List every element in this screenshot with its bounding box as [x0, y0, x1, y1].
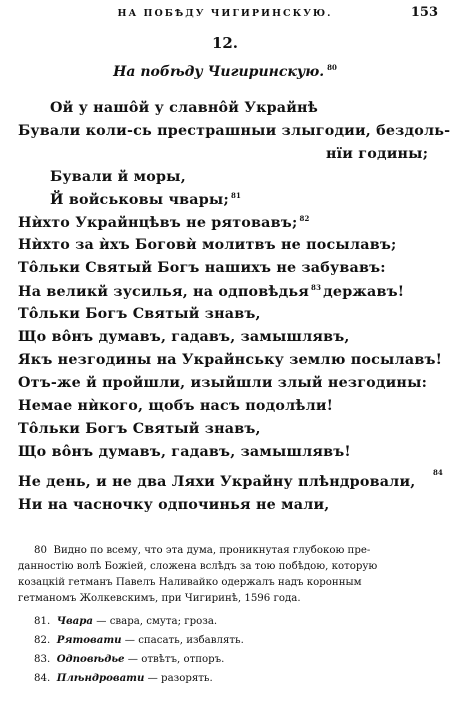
- poem-line: Отъ-же й пройшли, изыйшли злый незгодины:: [18, 375, 428, 391]
- poem-line: Тôльки Богъ Святый знавъ,: [18, 421, 261, 437]
- footnote-80-line: козацкій гетманъ Павелъ Наливайко одержалъ надъ коронным: [18, 577, 362, 588]
- page-number: 153: [410, 5, 438, 20]
- footnote-81: [34, 615, 217, 627]
- footnote-definition: — свара, смута; гроза.: [96, 616, 218, 627]
- footnote-text: Видно по всему, что эта дума, проникнутая глубокою пре-: [53, 545, 371, 556]
- footnote-ref-83: 83: [311, 283, 322, 292]
- footnote-number: 80: [34, 545, 47, 556]
- poem-line: Що вôнъ думавъ, гадавъ, замышлявъ,: [18, 329, 350, 345]
- footnote-definition: — разорять.: [147, 673, 213, 684]
- poem-line: нїи годины;: [326, 146, 429, 162]
- footnote-term: Рятовати: [56, 634, 122, 646]
- footnote-term: Одповѣдье: [56, 653, 125, 665]
- poem-line: Якъ незгодины на Украйнську землю посылавъ!: [18, 352, 443, 368]
- footnote-80-line: [34, 545, 370, 556]
- footnote-number: 84.: [34, 673, 51, 684]
- poem-line-text: державъ!: [323, 284, 405, 300]
- poem-line: Нѝхто за ѝхъ Боговѝ молитвъ не посылавъ;: [18, 237, 397, 253]
- footnote-ref-80: 80: [327, 63, 337, 72]
- poem-line: Бували коли-сь престрашныи злыгодии, бездоль-: [18, 123, 450, 139]
- running-header: НА ПОБѢДУ ЧИГИРИНСКУЮ.: [117, 8, 333, 19]
- poem-line: [50, 191, 243, 208]
- poem-line-text: На великй зусилья, на одповѣдья: [18, 284, 310, 300]
- poem-line: [18, 214, 312, 231]
- poem-line: Бували й моры,: [50, 169, 186, 185]
- footnote-83: [34, 653, 224, 665]
- poem-line: [18, 283, 404, 300]
- footnote-number: 81.: [34, 616, 51, 627]
- footnote-84: [34, 672, 213, 684]
- poem-line: Ой у нашôй у славнôй Украйнѣ: [50, 100, 318, 116]
- poem-line: Немае нѝкого, щобъ насъ подолѣли!: [18, 398, 334, 414]
- poem-line: Тôльки Богъ Святый знавъ,: [18, 306, 261, 322]
- footnote-ref-82: 82: [299, 214, 310, 223]
- poem-line: Тôльки Святый Богъ нашихъ не забувавъ:: [18, 260, 386, 276]
- footnote-definition: — отвѣтъ, отпоръ.: [127, 654, 225, 665]
- section-title: [0, 63, 450, 80]
- poem-line: Не день, и не два Ляхи Украйну плѣндровали,: [18, 474, 416, 490]
- footnote-number: 82.: [34, 635, 51, 646]
- poem-line-text: Нѝхто Украйнцѣвъ не рятовавъ;: [18, 215, 298, 231]
- poem-line-text: Й войськовы чвары;: [50, 192, 229, 208]
- footnote-80-line: гетманомъ Жолкевскимъ, при Чигиринѣ, 1596 года.: [18, 593, 301, 604]
- poem-line: Що вôнъ думавъ, гадавъ, замышлявъ!: [18, 444, 351, 460]
- footnote-term: Плѣндровати: [56, 672, 145, 684]
- footnote-ref-84: 84: [433, 468, 443, 477]
- footnote-number: 83.: [34, 654, 51, 665]
- footnote-82: [34, 634, 244, 646]
- footnote-definition: — спасать, избавлять.: [124, 635, 244, 646]
- footnote-term: Чвара: [56, 615, 94, 627]
- section-title-text: На побѣду Чигиринскую.: [113, 64, 325, 80]
- footnote-ref-81: 81: [230, 191, 242, 200]
- footnote-80-line: данностію волѣ Божіей, сложена вслѣдъ за тою побѣдою, которую: [18, 561, 378, 572]
- section-number: 12.: [211, 34, 239, 52]
- poem-line: Ни на часночку одпочинья не мали,: [18, 497, 330, 513]
